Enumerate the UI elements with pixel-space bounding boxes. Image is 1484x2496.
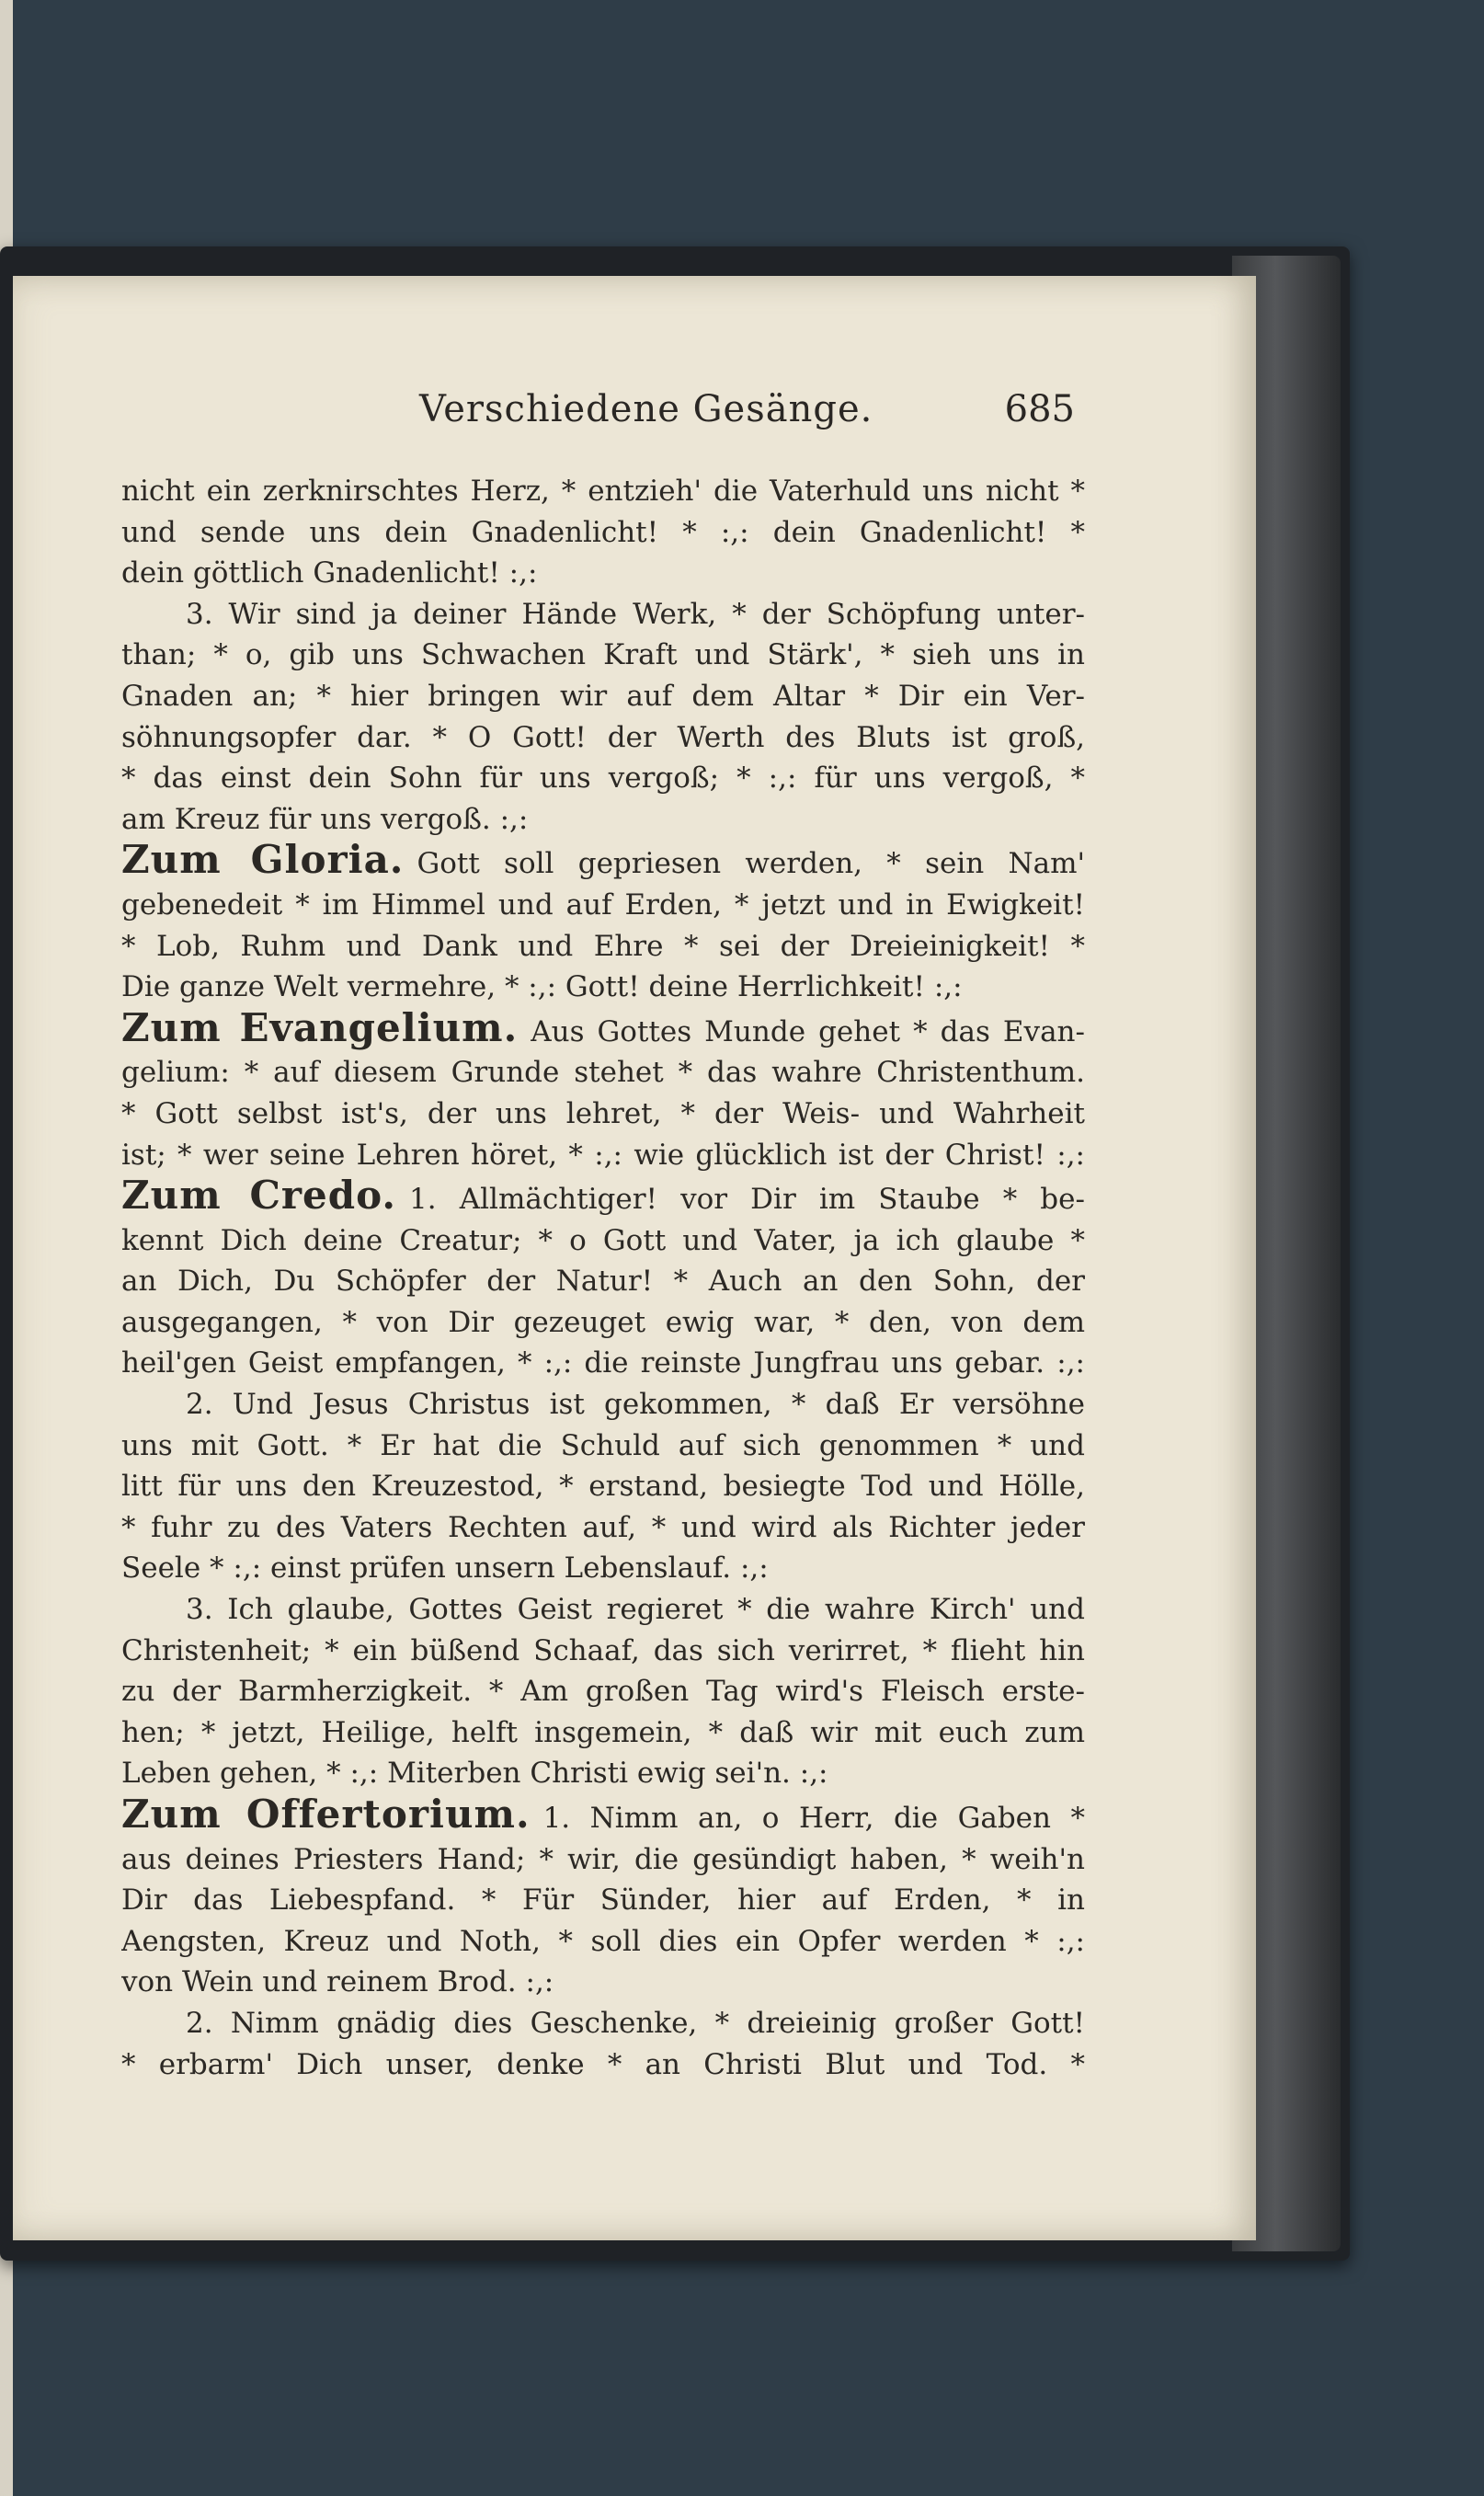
line-text: nicht ein zerknirschtes Herz, * entzieh' die Vaterhuld uns nicht *: [121, 475, 1085, 508]
line-text: hen; * jetzt, Heilige, helft insgemein, * daß wir mit euch zum: [121, 1715, 1085, 1749]
text-line: [121, 717, 1085, 759]
page-number: 685: [1004, 388, 1075, 430]
running-title: Verschiedene Gesänge.: [419, 388, 873, 430]
line-text: 3. Wir sind ja deiner Hände Werk, * der Schöpfung unter-: [186, 597, 1085, 631]
text-line: [121, 1921, 1085, 1963]
text-line: [121, 1425, 1085, 1467]
text-line: [121, 758, 1085, 799]
text-block: [121, 471, 1085, 2085]
line-text: Gnaden an; * hier bringen wir auf dem Altar * Dir ein Ver-: [121, 679, 1085, 713]
text-line: [121, 594, 1085, 635]
text-line: [121, 2044, 1085, 2086]
line-text: * Lob, Ruhm und Dank und Ehre * sei der Dreieinigkeit! *: [121, 929, 1085, 963]
line-text: gebenedeit * im Himmel und auf Erden, * jetzt und in Ewigkeit!: [121, 887, 1085, 922]
line-text: heil'gen Geist empfangen, * :,: die reinste Jungfrau uns gebar. :,:: [121, 1346, 1085, 1380]
section-heading: Zum Credo.: [121, 1175, 397, 1219]
text-line: [121, 1880, 1085, 1921]
line-text: kennt Dich deine Creatur; * o Gott und Vater, ja ich glaube *: [121, 1223, 1085, 1257]
line-text: Die ganze Welt vermehre, * :,: Gott! deine Herrlichkeit! :,:: [121, 970, 963, 1004]
line-text: 3. Ich glaube, Gottes Geist regieret * die wahre Kirch' und: [186, 1593, 1085, 1627]
section-heading: Zum Gloria.: [121, 840, 405, 883]
line-text: Gott soll gepriesen werden, * sein Nam': [417, 847, 1085, 881]
section-heading: Zum Offertorium.: [121, 1794, 531, 1837]
text-line: [121, 1753, 1085, 1794]
line-text: Dir das Liebespfand. * Für Sünder, hier auf Erden, * in: [121, 1883, 1085, 1918]
line-text: * Gott selbst ist's, der uns lehret, * der Weis- und Wahrheit: [121, 1096, 1085, 1130]
line-text: * das einst dein Sohn für uns vergoß; * :,: für uns vergoß, *: [121, 761, 1085, 796]
text-line: [121, 1302, 1085, 1344]
line-text: und sende uns dein Gnadenlicht! * :,: dein Gnadenlicht! *: [121, 515, 1085, 549]
text-line: [121, 1220, 1085, 1262]
line-text: than; * o, gib uns Schwachen Kraft und Stärk', * sieh uns in: [121, 638, 1085, 672]
line-text: Leben gehen, * :,: Miterben Christi ewig sei'n. :,:: [121, 1757, 828, 1791]
text-line: [121, 512, 1085, 554]
text-line: [121, 635, 1085, 676]
text-line: [121, 1507, 1085, 1549]
line-text: Christenheit; * ein büßend Schaaf, das sich verirret, * flieht hin: [121, 1633, 1085, 1667]
line-text: uns mit Gott. * Er hat die Schuld auf sich genommen * und: [121, 1428, 1085, 1462]
section-heading: Zum Evangelium.: [121, 1007, 519, 1050]
text-line: [121, 967, 1085, 1008]
line-text: an Dich, Du Schöpfer der Natur! * Auch an den Sohn, der: [121, 1265, 1085, 1299]
line-text: gelium: * auf diesem Grunde stehet * das wahre Christenthum.: [121, 1056, 1085, 1090]
line-text: 2. Und Jesus Christus ist gekommen, * daß Er versöhne: [186, 1388, 1085, 1422]
line-text: 1. Nimm an, o Herr, die Gaben *: [542, 1802, 1085, 1835]
line-text: dein göttlich Gnadenlicht! :,:: [121, 556, 538, 590]
text-line: [121, 1631, 1085, 1672]
text-line: [121, 1384, 1085, 1425]
line-text: von Wein und reinem Brod. :,:: [121, 1965, 554, 1999]
line-text: 1. Allmächtiger! vor Dir im Staube * be-: [409, 1183, 1085, 1217]
line-text: Aus Gottes Munde gehet * das Evan-: [531, 1014, 1085, 1048]
line-text: litt für uns den Kreuzestod, * erstand, besiegte Tod und Hölle,: [121, 1470, 1085, 1504]
text-line: [121, 1962, 1085, 2003]
text-line: [121, 1093, 1085, 1135]
line-text: * erbarm' Dich unser, denke * an Christi Blut und Tod. *: [121, 2047, 1085, 2081]
line-text: * fuhr zu des Vaters Rechten auf, * und wird als Richter jeder: [121, 1510, 1085, 1544]
text-line: [121, 799, 1085, 841]
text-line: [121, 1175, 1085, 1220]
text-line: [121, 1261, 1085, 1302]
text-line: [121, 885, 1085, 926]
line-text: söhnungsopfer dar. * O Gott! der Werth des Bluts ist groß,: [121, 720, 1085, 754]
text-line: [121, 1052, 1085, 1093]
line-text: Seele * :,: einst prüfen unsern Lebenslauf. :,:: [121, 1551, 769, 1586]
line-text: ist; * wer seine Lehren höret, * :,: wie glücklich ist der Christ! :,:: [121, 1138, 1085, 1172]
text-line: [121, 840, 1085, 885]
text-line: [121, 1712, 1085, 1754]
text-line: [121, 1794, 1085, 1839]
text-line: [121, 1671, 1085, 1712]
line-text: 2. Nimm gnädig dies Geschenke, * dreieinig großer Gott!: [186, 2006, 1085, 2040]
text-line: [121, 676, 1085, 717]
line-text: Aengsten, Kreuz und Noth, * soll dies ein Opfer werden * :,:: [121, 1924, 1085, 1958]
line-text: aus deines Priesters Hand; * wir, die gesündigt haben, * weih'n: [121, 1842, 1085, 1876]
text-line: [121, 2003, 1085, 2044]
text-line: [121, 553, 1085, 594]
page-header: [132, 388, 1075, 443]
text-line: [121, 471, 1085, 512]
text-line: [121, 1466, 1085, 1507]
line-text: ausgegangen, * von Dir gezeuget ewig war, * den, von dem: [121, 1305, 1085, 1339]
line-text: zu der Barmherzigkeit. * Am großen Tag wird's Fleisch erste-: [121, 1675, 1085, 1709]
text-line: [121, 1135, 1085, 1176]
text-line: [121, 1008, 1085, 1053]
text-line: [121, 1839, 1085, 1881]
line-text: am Kreuz für uns vergoß. :,:: [121, 802, 529, 836]
book-page: [13, 276, 1256, 2240]
text-line: [121, 1343, 1085, 1384]
text-line: [121, 1548, 1085, 1589]
text-line: [121, 926, 1085, 967]
text-line: [121, 1589, 1085, 1631]
